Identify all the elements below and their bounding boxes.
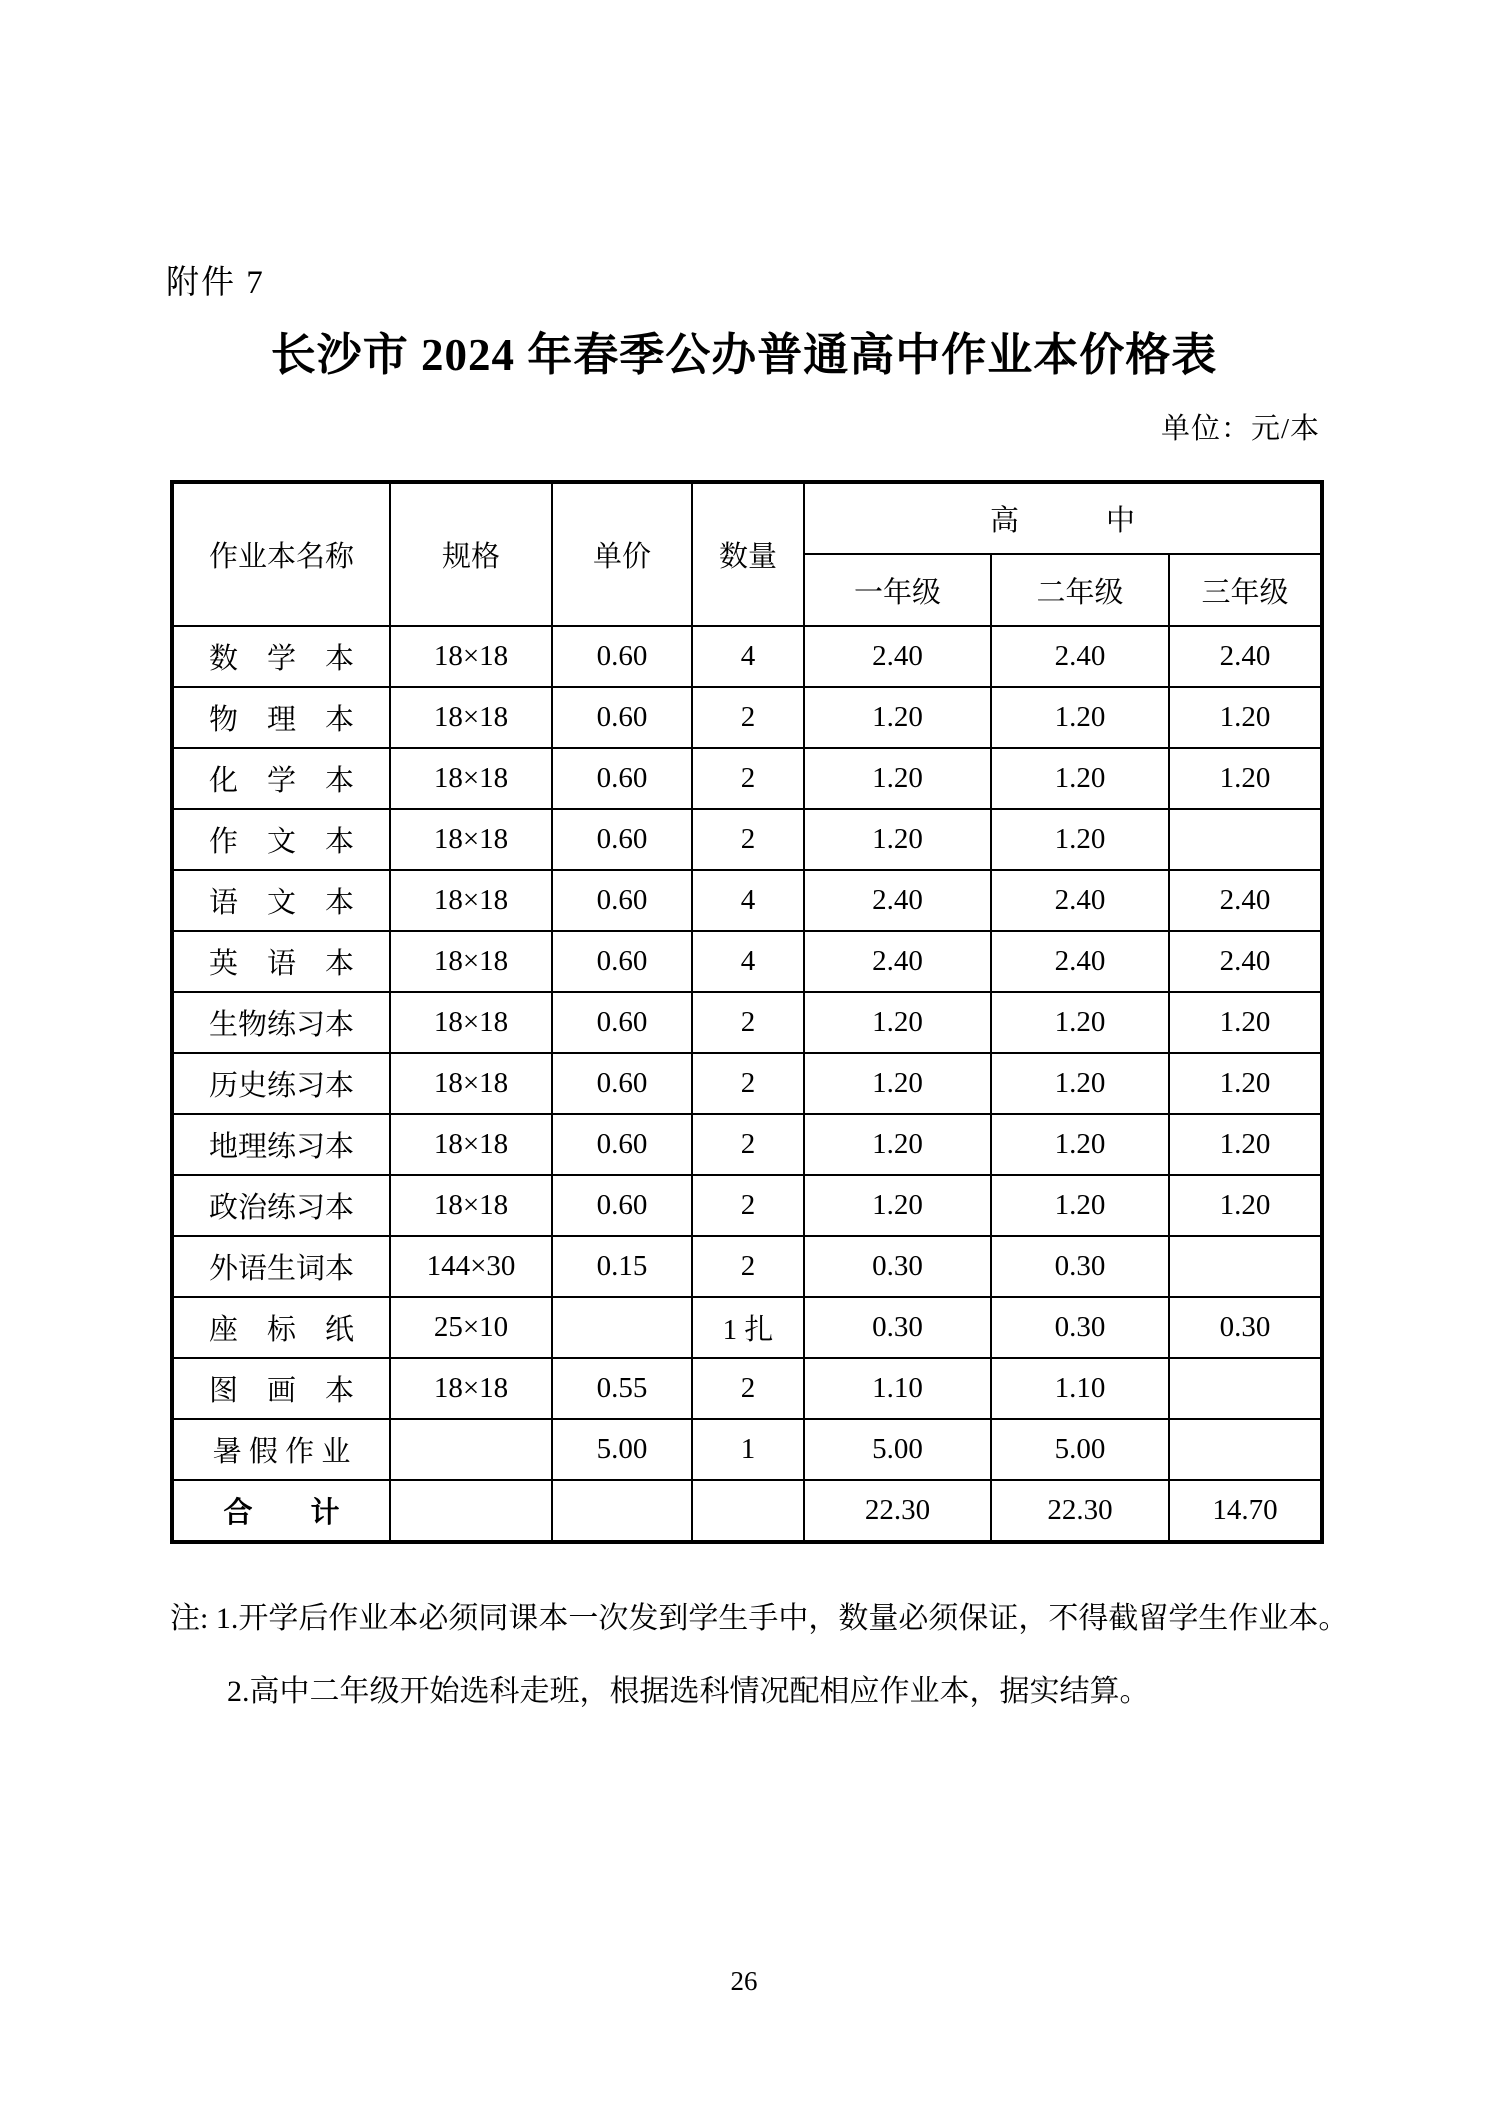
table-row [172, 748, 1322, 809]
cell-grade3: 0.30 [1169, 1297, 1322, 1358]
cell-grade1: 1.10 [804, 1358, 991, 1419]
cell-qty: 2 [692, 809, 804, 870]
cell-grade2: 1.20 [991, 992, 1169, 1053]
total-cell-grade3: 14.70 [1169, 1480, 1322, 1542]
table-row [172, 1175, 1322, 1236]
cell-spec [390, 1419, 552, 1480]
attachment-label: 附件 7 [166, 265, 265, 301]
cell-spec: 18×18 [390, 870, 552, 931]
table-row [172, 1358, 1322, 1419]
cell-name: 图 画 本 [172, 1358, 390, 1419]
cell-spec: 18×18 [390, 931, 552, 992]
cell-grade3 [1169, 1236, 1322, 1297]
cell-qty: 4 [692, 931, 804, 992]
cell-qty: 2 [692, 1358, 804, 1419]
cell-grade3: 1.20 [1169, 687, 1322, 748]
cell-grade3: 1.20 [1169, 1053, 1322, 1114]
cell-grade1: 2.40 [804, 870, 991, 931]
total-cell-qty [692, 1480, 804, 1542]
cell-grade1: 1.20 [804, 1175, 991, 1236]
unit-note: 单位：元/本 [1160, 413, 1320, 445]
cell-name: 语 文 本 [172, 870, 390, 931]
cell-price: 0.60 [552, 809, 692, 870]
cell-grade2: 2.40 [991, 931, 1169, 992]
table-header [172, 482, 1322, 626]
cell-price: 0.15 [552, 1236, 692, 1297]
cell-qty: 2 [692, 992, 804, 1053]
cell-spec: 18×18 [390, 1114, 552, 1175]
cell-qty: 2 [692, 687, 804, 748]
total-cell-grade2: 22.30 [991, 1480, 1169, 1542]
cell-price: 0.55 [552, 1358, 692, 1419]
cell-name: 作 文 本 [172, 809, 390, 870]
cell-grade2: 1.20 [991, 1053, 1169, 1114]
cell-price: 0.60 [552, 626, 692, 687]
cell-price: 0.60 [552, 931, 692, 992]
cell-grade3: 1.20 [1169, 1114, 1322, 1175]
note-line-1: 注: 1.开学后作业本必须同课本一次发到学生手中，数量必须保证，不得截留学生作业本。 [170, 1602, 1349, 1635]
total-cell-spec [390, 1480, 552, 1542]
cell-name: 政治练习本 [172, 1175, 390, 1236]
cell-grade3: 2.40 [1169, 870, 1322, 931]
table-row [172, 1114, 1322, 1175]
cell-qty: 2 [692, 748, 804, 809]
cell-spec: 18×18 [390, 687, 552, 748]
header-grade2: 二年级 [991, 554, 1169, 626]
cell-grade2: 1.10 [991, 1358, 1169, 1419]
cell-price: 0.60 [552, 748, 692, 809]
cell-grade3 [1169, 809, 1322, 870]
cell-qty: 4 [692, 626, 804, 687]
cell-spec: 25×10 [390, 1297, 552, 1358]
table-row [172, 1053, 1322, 1114]
cell-price: 0.60 [552, 1114, 692, 1175]
table-row [172, 931, 1322, 992]
cell-grade2: 1.20 [991, 1175, 1169, 1236]
cell-spec: 18×18 [390, 1175, 552, 1236]
cell-qty: 2 [692, 1175, 804, 1236]
cell-name: 暑 假 作 业 [172, 1419, 390, 1480]
table-row [172, 809, 1322, 870]
cell-spec: 18×18 [390, 626, 552, 687]
table-row [172, 1419, 1322, 1480]
cell-grade1: 1.20 [804, 748, 991, 809]
cell-price: 0.60 [552, 687, 692, 748]
cell-spec: 18×18 [390, 1053, 552, 1114]
cell-grade1: 1.20 [804, 992, 991, 1053]
cell-grade3: 2.40 [1169, 626, 1322, 687]
cell-grade1: 1.20 [804, 1053, 991, 1114]
header-spec: 规格 [390, 482, 552, 626]
total-cell-price [552, 1480, 692, 1542]
header-grade1: 一年级 [804, 554, 991, 626]
cell-grade2: 1.20 [991, 748, 1169, 809]
cell-qty: 4 [692, 870, 804, 931]
cell-grade1: 5.00 [804, 1419, 991, 1480]
cell-grade2: 2.40 [991, 626, 1169, 687]
cell-grade3 [1169, 1419, 1322, 1480]
cell-qty: 2 [692, 1236, 804, 1297]
cell-grade2: 0.30 [991, 1297, 1169, 1358]
cell-grade2: 0.30 [991, 1236, 1169, 1297]
cell-grade2: 1.20 [991, 687, 1169, 748]
cell-name: 数 学 本 [172, 626, 390, 687]
total-cell-name: 合 计 [172, 1480, 390, 1542]
table-row [172, 992, 1322, 1053]
table-row [172, 870, 1322, 931]
note-line-2: 2.高中二年级开始选科走班，根据选科情况配相应作业本，据实结算。 [227, 1674, 1150, 1708]
cell-grade1: 0.30 [804, 1297, 991, 1358]
price-table [170, 480, 1324, 1544]
table-row [172, 1236, 1322, 1297]
cell-price: 0.60 [552, 1175, 692, 1236]
cell-spec: 18×18 [390, 809, 552, 870]
total-row [172, 1480, 1322, 1542]
cell-name: 物 理 本 [172, 687, 390, 748]
header-quantity: 数量 [692, 482, 804, 626]
cell-qty: 1 扎 [692, 1297, 804, 1358]
cell-grade1: 2.40 [804, 626, 991, 687]
table-row [172, 626, 1322, 687]
cell-name: 外语生词本 [172, 1236, 390, 1297]
cell-grade1: 1.20 [804, 687, 991, 748]
header-group-highschool: 高 中 [804, 482, 1322, 554]
cell-price: 0.60 [552, 1053, 692, 1114]
cell-spec: 18×18 [390, 992, 552, 1053]
notes-section [170, 1602, 1350, 1709]
cell-name: 化 学 本 [172, 748, 390, 809]
total-cell-grade1: 22.30 [804, 1480, 991, 1542]
cell-grade1: 2.40 [804, 931, 991, 992]
cell-spec: 18×18 [390, 748, 552, 809]
cell-name: 生物练习本 [172, 992, 390, 1053]
cell-name: 历史练习本 [172, 1053, 390, 1114]
table-header-row-1 [172, 482, 1322, 554]
cell-grade1: 1.20 [804, 1114, 991, 1175]
cell-spec: 144×30 [390, 1236, 552, 1297]
cell-price [552, 1297, 692, 1358]
page-title: 长沙市 2024 年春季公办普通高中作业本价格表 [270, 330, 1218, 380]
table-row [172, 1297, 1322, 1358]
cell-grade1: 0.30 [804, 1236, 991, 1297]
cell-grade2: 5.00 [991, 1419, 1169, 1480]
cell-name: 地理练习本 [172, 1114, 390, 1175]
cell-grade3: 1.20 [1169, 1175, 1322, 1236]
cell-grade2: 2.40 [991, 870, 1169, 931]
table-row [172, 687, 1322, 748]
cell-qty: 2 [692, 1053, 804, 1114]
cell-spec: 18×18 [390, 1358, 552, 1419]
cell-grade1: 1.20 [804, 809, 991, 870]
page-number: 26 [730, 1966, 758, 1996]
cell-grade3: 1.20 [1169, 992, 1322, 1053]
cell-price: 0.60 [552, 992, 692, 1053]
header-unit-price: 单价 [552, 482, 692, 626]
cell-grade3: 1.20 [1169, 748, 1322, 809]
cell-grade3: 2.40 [1169, 931, 1322, 992]
header-name: 作业本名称 [172, 482, 390, 626]
cell-grade3 [1169, 1358, 1322, 1419]
header-grade3: 三年级 [1169, 554, 1322, 626]
cell-name: 英 语 本 [172, 931, 390, 992]
cell-name: 座 标 纸 [172, 1297, 390, 1358]
cell-price: 0.60 [552, 870, 692, 931]
table-body [172, 626, 1322, 1542]
cell-grade2: 1.20 [991, 1114, 1169, 1175]
cell-grade2: 1.20 [991, 809, 1169, 870]
cell-qty: 2 [692, 1114, 804, 1175]
cell-qty: 1 [692, 1419, 804, 1480]
cell-price: 5.00 [552, 1419, 692, 1480]
